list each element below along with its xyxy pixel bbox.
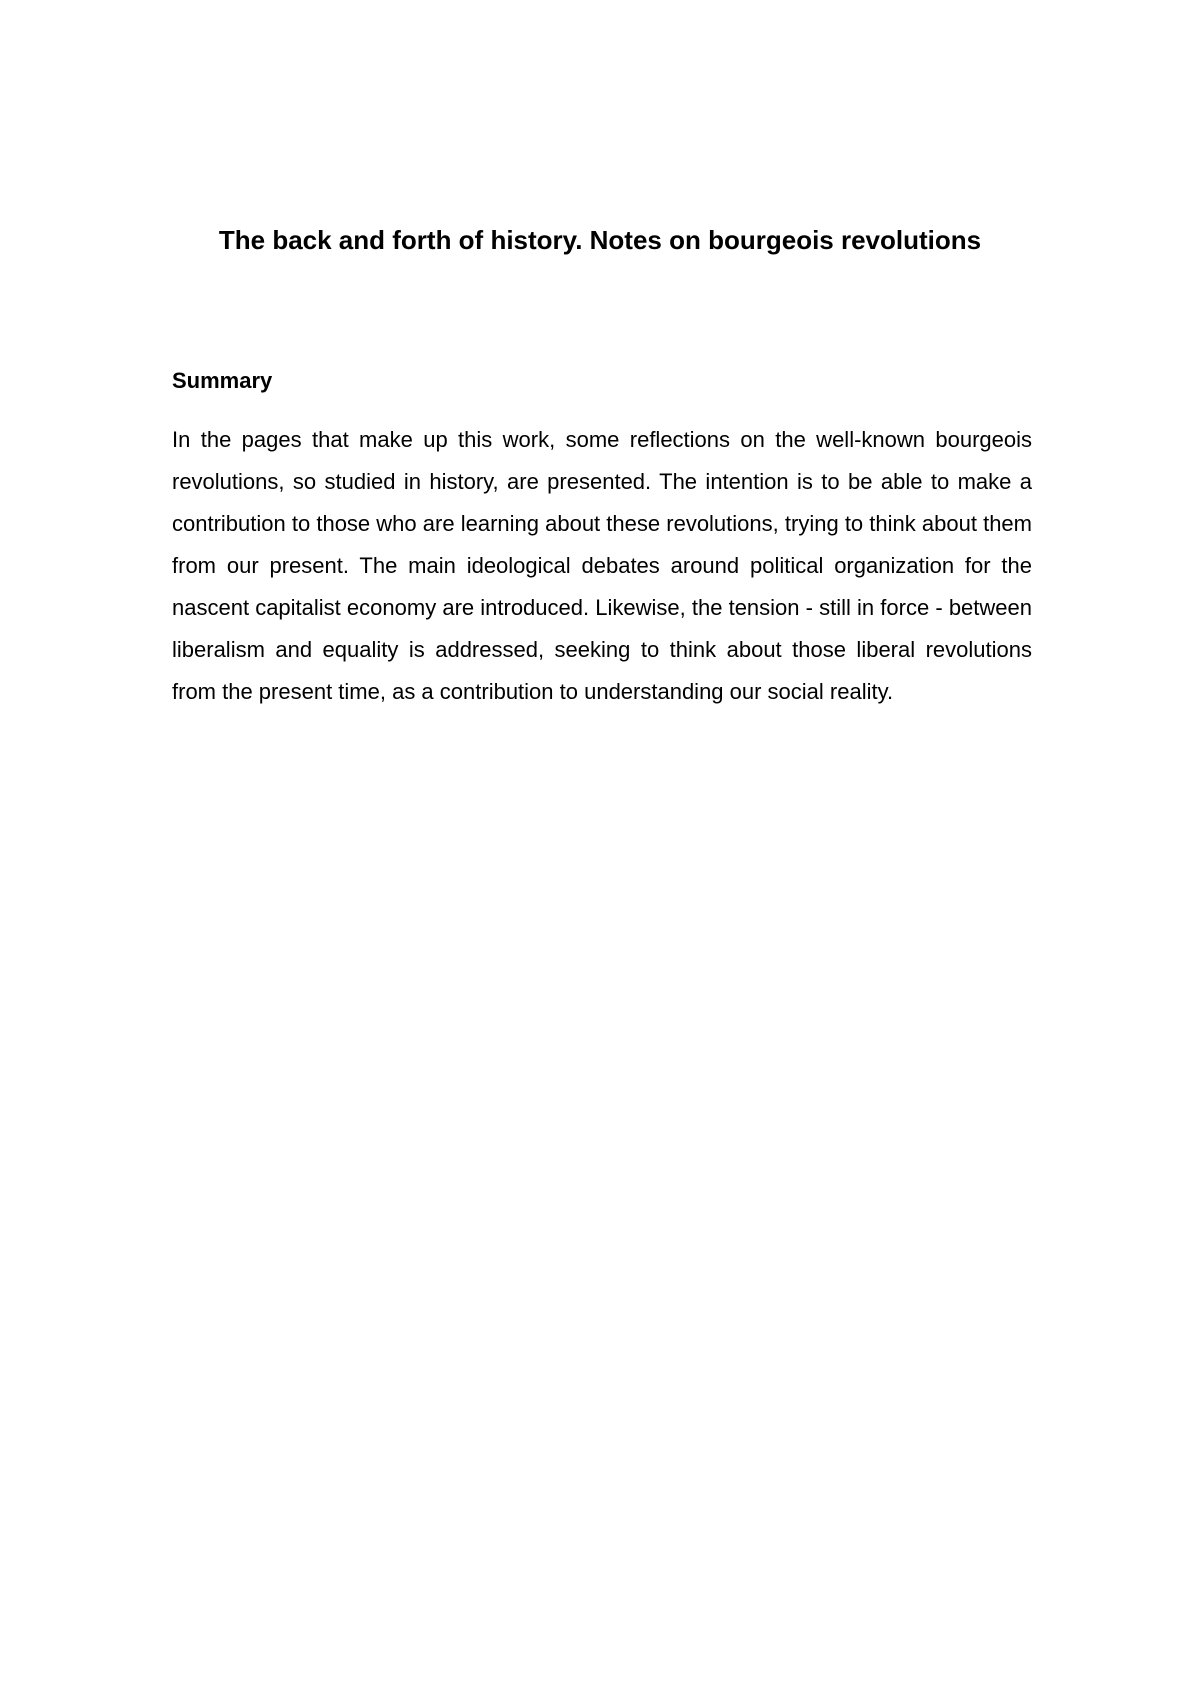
summary-heading: Summary bbox=[172, 368, 273, 393]
summary-paragraph: In the pages that make up this work, some reflections on the well-known bourgeois revolutions, so studied in history, are presented. The intention is to be able to make a contribution to those who are learning about these revolutions, trying to think about them from our present. The main ideological debates around political organization for the nascent capitalist economy are introduced. Likewise, the tension - still in force - between liberalism and equality is addressed, seeking to think about those liberal revolutions from the present time, as a contribution to understanding our social reality. bbox=[172, 427, 1032, 704]
document-title: The back and forth of history. Notes on bourgeois revolutions bbox=[218, 225, 982, 255]
